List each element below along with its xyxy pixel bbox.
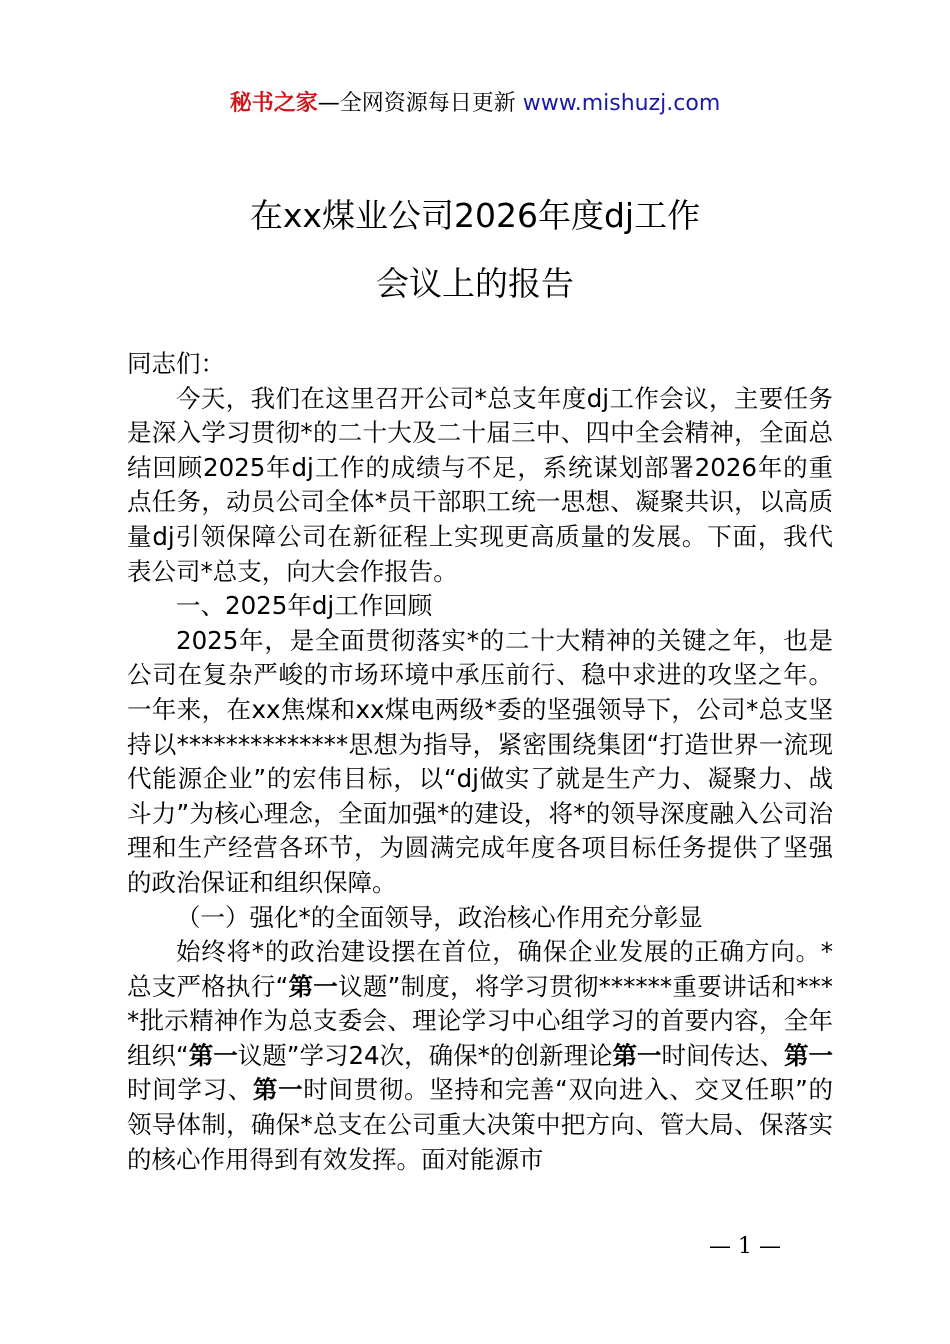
header-tagline: —全网资源每日更新 bbox=[317, 91, 523, 116]
site-url-link[interactable]: www.mishuzj.com bbox=[522, 91, 721, 116]
brand-name: 秘书之家 bbox=[229, 91, 318, 116]
paragraph-review: 2025年，是全面贯彻落实*的二十大精神的关键之年，也是公司在复杂严峻的市场环境中承压前行、稳中求进的攻坚之年。一年来，在xx焦煤和xx煤电两级*委的坚强领导下，公司*总支坚持以**************思想为指导，紧密围绕集团“打造世界一流现代能源企业”的宏伟目标，以“dj做实了就是生产力、凝聚力、战斗力”为核心理念，全面加强*的建设，将*的领导深度融入公司治理和生产经营各环节，为圆满完成年度各项目标任务提供了坚强的政治保证和组织保障。 bbox=[127, 625, 833, 897]
paragraph-intro: 今天，我们在这里召开公司*总支年度dj工作会议，主要任务是深入学习贯彻*的二十大及二十届三中、四中全会精神，全面总结回顾2025年dj工作的成绩与不足，系统谋划部署2026年的重点任务，动员公司全体*员干部职工统一思想、凝聚共识，以高质量dj引领保障公司在新征程上实现更高质量的发展。下面，我代表公司*总支，向大会作报告。 bbox=[127, 383, 833, 586]
section-heading-1: 一、2025年dj工作回顾 bbox=[176, 591, 433, 621]
paragraph-leadership: 始终将*的政治建设摆在首位，确保企业发展的正确方向。*总支严格执行“第一议题”制度，将学习贯彻******重要讲话和****批示精神作为总支委会、理论学习中心组学习的首要内容，全年组织“第一议题”学习24次，确保*的创新理论第一时间传达、第一时间学习、第一时间贯彻。坚持和完善“双向进入、交叉任职”的领导体制，确保*总支在公司重大决策中把方向、管大局、保落实的核心作用得到有效发挥。面对能源市 bbox=[127, 937, 834, 1174]
document-body bbox=[127, 347, 833, 1177]
subsection-heading-1: （一）强化*的全面领导，政治核心作用充分彰显 bbox=[176, 902, 703, 932]
document-title-line-1: 在xx煤业公司2026年度dj工作 bbox=[249, 196, 701, 235]
salutation: 同志们： bbox=[127, 349, 225, 378]
site-header bbox=[0, 88, 950, 120]
document-title-line-2: 会议上的报告 bbox=[376, 264, 574, 303]
page-number: — 1 — bbox=[709, 1234, 781, 1259]
